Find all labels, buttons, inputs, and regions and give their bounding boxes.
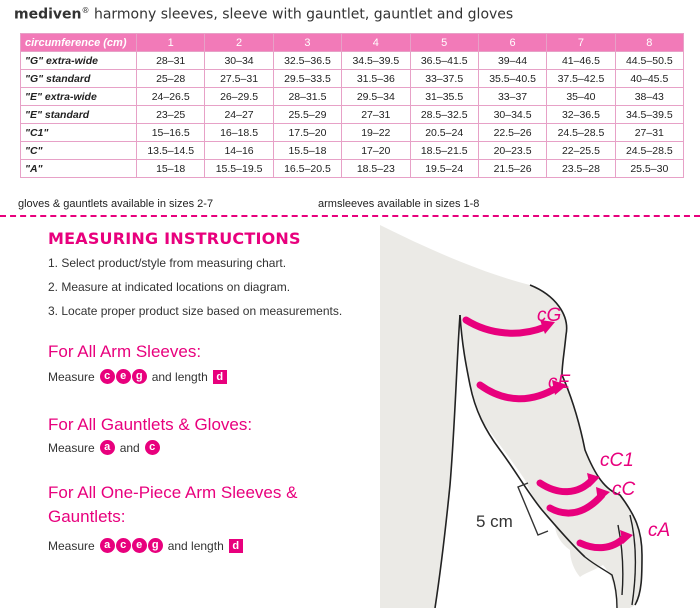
table-cell: 24–26.5 — [137, 88, 205, 106]
label-ce: cE — [548, 372, 571, 393]
table-cell: 25.5–30 — [615, 160, 683, 178]
label-cc: cC — [612, 479, 636, 500]
point-c-badge: c — [100, 369, 115, 384]
brand-name: mediven — [14, 6, 82, 23]
gauntlets-gloves-heading: For All Gauntlets & Gloves: — [48, 415, 253, 434]
table-cell: 40–45.5 — [615, 70, 683, 88]
table-cell: 18.5–21.5 — [410, 142, 478, 160]
table-cell: 31.5–36 — [342, 70, 410, 88]
table-cell: 17.5–20 — [273, 124, 341, 142]
point-c-badge: c — [145, 440, 160, 455]
table-cell: 21.5–26 — [478, 160, 546, 178]
table-cell: 24.5–28.5 — [615, 142, 683, 160]
label-ca: cA — [648, 520, 671, 541]
table-cell: 24–27 — [205, 106, 273, 124]
table-cell: 18.5–23 — [342, 160, 410, 178]
table-row — [21, 124, 684, 142]
table-cell: 22.5–26 — [478, 124, 546, 142]
one-piece-heading: For All One-Piece Arm Sleeves & Gauntlets: — [48, 483, 298, 526]
and-label: and — [119, 440, 140, 455]
corner-header: circumference (cm) — [21, 34, 137, 52]
length-d-badge: d — [229, 539, 243, 553]
table-cell: 34.5–39.5 — [342, 52, 410, 70]
table-cell: 25.5–29 — [273, 106, 341, 124]
point-c-badge: c — [116, 538, 131, 553]
table-row — [21, 70, 684, 88]
table-cell: 28–31.5 — [273, 88, 341, 106]
table-cell: 14–16 — [205, 142, 273, 160]
instruction-step: 2. Measure at indicated locations on diagram. — [48, 280, 291, 294]
table-cell: 28–31 — [137, 52, 205, 70]
table-cell: 19–22 — [342, 124, 410, 142]
table-cell: 22–25.5 — [547, 142, 615, 160]
size-column-header: 7 — [547, 34, 615, 52]
label-cc1: cC1 — [600, 450, 634, 471]
distance-label: 5 cm — [476, 512, 513, 531]
size-column-header: 8 — [615, 34, 683, 52]
table-row — [21, 142, 684, 160]
table-cell: 38–43 — [615, 88, 683, 106]
page-title — [14, 6, 513, 23]
measure-label: Measure — [48, 440, 95, 455]
table-cell: 31–35.5 — [410, 88, 478, 106]
size-column-header: 1 — [137, 34, 205, 52]
table-cell: 36.5–41.5 — [410, 52, 478, 70]
gloves-availability-note: gloves & gauntlets available in sizes 2-7 — [18, 198, 214, 210]
table-row — [21, 88, 684, 106]
table-cell: 39–44 — [478, 52, 546, 70]
table-cell: 37.5–42.5 — [547, 70, 615, 88]
gauntlets-gloves-measure — [48, 440, 160, 455]
table-cell: 25–28 — [137, 70, 205, 88]
table-header-row — [21, 34, 684, 52]
table-cell: 27.5–31 — [205, 70, 273, 88]
table-cell: 15–16.5 — [137, 124, 205, 142]
table-row — [21, 52, 684, 70]
table-cell: 13.5–14.5 — [137, 142, 205, 160]
table-cell: 29.5–33.5 — [273, 70, 341, 88]
table-cell: 41–46.5 — [547, 52, 615, 70]
instructions-title: MEASURING INSTRUCTIONS — [48, 229, 301, 248]
row-label: "C" — [21, 142, 137, 160]
table-cell: 26–29.5 — [205, 88, 273, 106]
size-column-header: 2 — [205, 34, 273, 52]
size-chart-table — [20, 33, 684, 178]
table-cell: 28.5–32.5 — [410, 106, 478, 124]
table-cell: 30–34 — [205, 52, 273, 70]
table-cell: 24.5–28.5 — [547, 124, 615, 142]
registered-mark: ® — [81, 6, 90, 15]
table-cell: 17–20 — [342, 142, 410, 160]
table-cell: 15–18 — [137, 160, 205, 178]
table-cell: 23.5–28 — [547, 160, 615, 178]
table-cell: 27–31 — [615, 124, 683, 142]
point-g-badge: g — [132, 369, 147, 384]
size-column-header: 6 — [478, 34, 546, 52]
arm-sleeves-heading: For All Arm Sleeves: — [48, 342, 202, 361]
section-divider — [0, 215, 700, 217]
one-piece-measure — [48, 538, 243, 553]
and-length-label: and length — [167, 538, 224, 553]
table-cell: 23–25 — [137, 106, 205, 124]
product-subtitle: harmony sleeves, sleeve with gauntlet, gauntlet and gloves — [93, 6, 514, 23]
table-cell: 29.5–34 — [342, 88, 410, 106]
row-label: "G" extra-wide — [21, 52, 137, 70]
point-e-badge: e — [116, 369, 131, 384]
size-column-header: 4 — [342, 34, 410, 52]
arm-diagram — [380, 225, 700, 608]
row-label: "A" — [21, 160, 137, 178]
measure-label: Measure — [48, 369, 95, 384]
arm-sleeves-measure — [48, 369, 227, 384]
table-cell: 15.5–19.5 — [205, 160, 273, 178]
table-cell: 33–37.5 — [410, 70, 478, 88]
table-cell: 35.5–40.5 — [478, 70, 546, 88]
table-cell: 20–23.5 — [478, 142, 546, 160]
table-cell: 15.5–18 — [273, 142, 341, 160]
point-g-badge: g — [148, 538, 163, 553]
table-cell: 30–34.5 — [478, 106, 546, 124]
table-cell: 16–18.5 — [205, 124, 273, 142]
point-a-badge: a — [100, 538, 115, 553]
table-row — [21, 160, 684, 178]
table-cell: 34.5–39.5 — [615, 106, 683, 124]
row-label: "E" extra-wide — [21, 88, 137, 106]
instruction-step: 3. Locate proper product size based on measurements. — [48, 304, 343, 318]
table-cell: 19.5–24 — [410, 160, 478, 178]
table-cell: 44.5–50.5 — [615, 52, 683, 70]
table-cell: 33–37 — [478, 88, 546, 106]
label-cg: cG — [537, 305, 562, 326]
table-row — [21, 106, 684, 124]
table-cell: 32.5–36.5 — [273, 52, 341, 70]
table-cell: 16.5–20.5 — [273, 160, 341, 178]
length-d-badge: d — [213, 370, 227, 384]
size-column-header: 3 — [273, 34, 341, 52]
row-label: "G" standard — [21, 70, 137, 88]
and-length-label: and length — [151, 369, 208, 384]
instruction-step: 1. Select product/style from measuring chart. — [48, 256, 287, 270]
measure-label: Measure — [48, 538, 95, 553]
armsleeves-availability-note: armsleeves available in sizes 1-8 — [318, 198, 480, 210]
row-label: "C1" — [21, 124, 137, 142]
table-cell: 20.5–24 — [410, 124, 478, 142]
point-a-badge: a — [100, 440, 115, 455]
row-label: "E" standard — [21, 106, 137, 124]
table-cell: 27–31 — [342, 106, 410, 124]
table-cell: 32–36.5 — [547, 106, 615, 124]
size-column-header: 5 — [410, 34, 478, 52]
point-e-badge: e — [132, 538, 147, 553]
table-cell: 35–40 — [547, 88, 615, 106]
